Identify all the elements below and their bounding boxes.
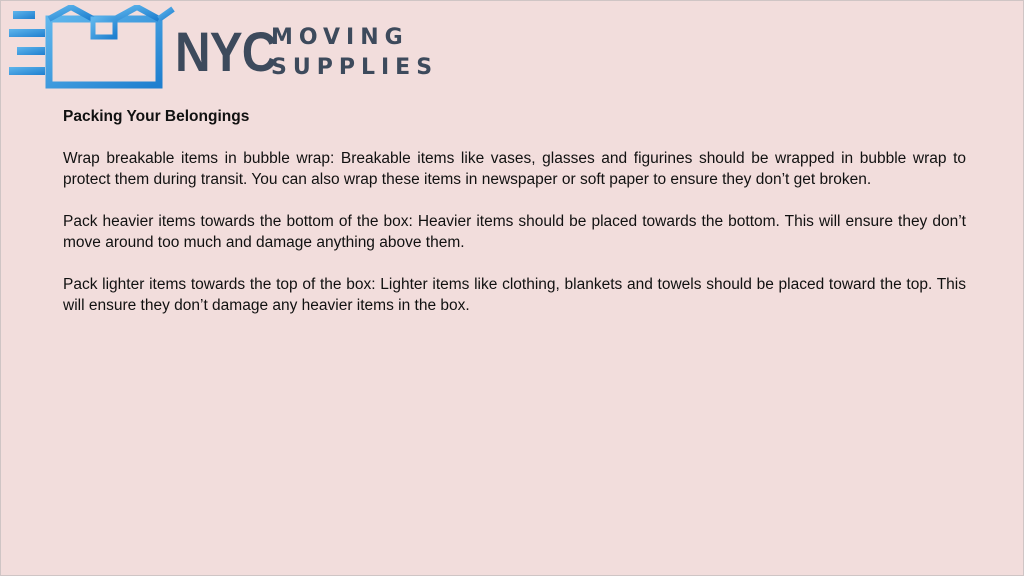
content-section [63, 106, 966, 337]
logo-word-nyc: NYC [175, 20, 277, 83]
logo-word-moving: MOVING [271, 25, 409, 50]
section-heading: Packing Your Belongings [63, 108, 250, 125]
paragraph-heavier-items: Pack heavier items towards the bottom of the box: Heavier items should be placed towards the bottom. This will ensure they don’t move around too much and damage anything above them. [63, 213, 966, 251]
paragraph-lighter-items: Pack lighter items towards the top of the box: Lighter items like clothing, blankets and towels should be placed toward the top. This will ensure they don’t damage any heavier items in the box. [63, 276, 966, 314]
logo-word-supplies: SUPPLIES [271, 55, 439, 80]
paragraph-bubble-wrap: Wrap breakable items in bubble wrap: Breakable items like vases, glasses and figurines should be wrapped in bubble wrap to protect them during transit. You can also wrap these items in newspaper or soft paper to ensure they don’t get broken. [63, 150, 966, 188]
nyc-moving-supplies-logo [9, 5, 439, 91]
moving-box-icon [9, 5, 179, 91]
